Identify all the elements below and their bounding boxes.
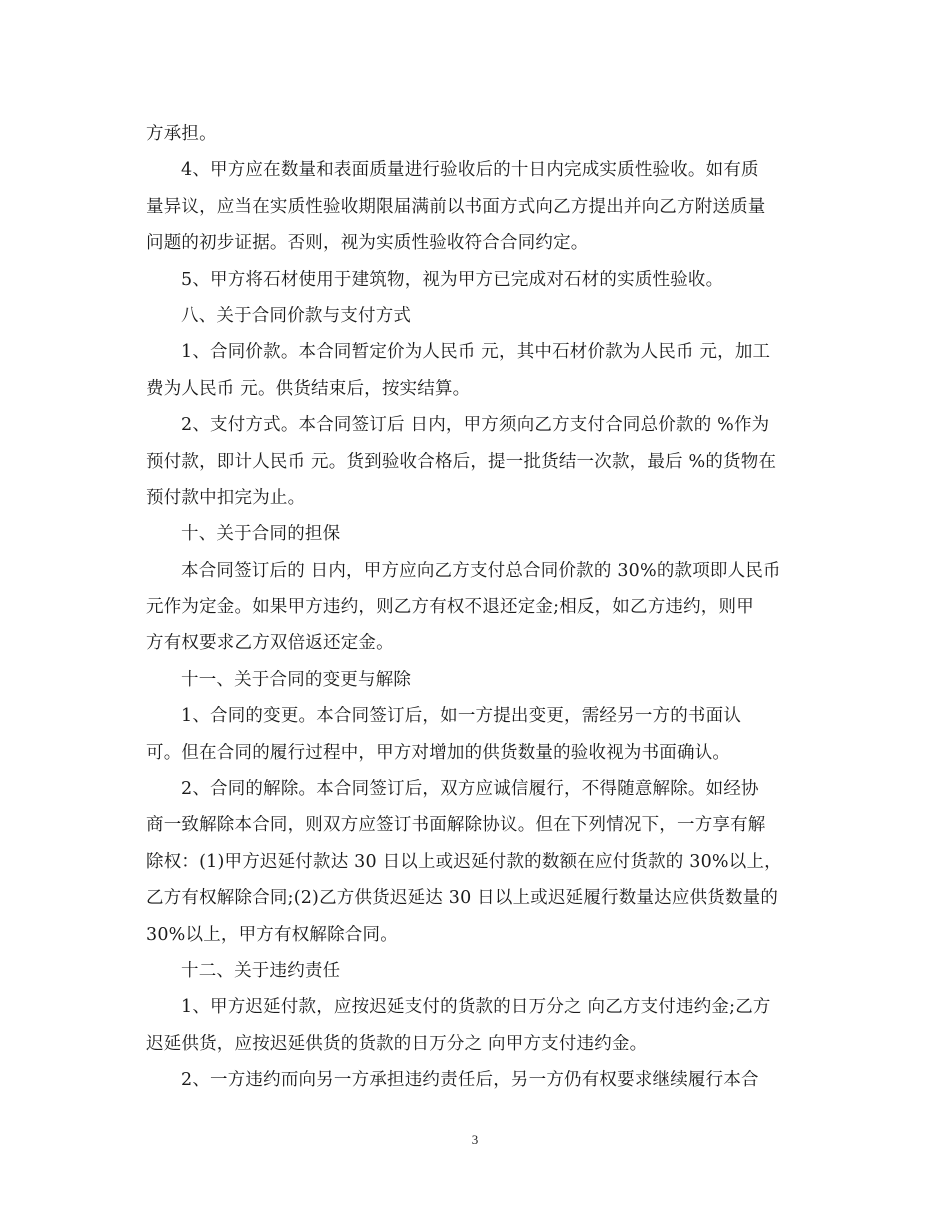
text-line: 4、甲方应在数量和表面质量进行验收后的十日内完成实质性验收。如有质 (181, 160, 759, 181)
text-line: 可。但在合同的履行过程中，甲方对增加的供货数量的验收视为书面确认。 (146, 742, 731, 763)
text-line: 量异议，应当在实质性验收期限届满前以书面方式向乙方提出并向乙方附送质量 (146, 196, 766, 217)
text-line: 1、合同价款。本合同暂定价为人民币 元，其中石材价款为人民币 元，加工 (181, 342, 771, 363)
text-line: 迟延供货，应按迟延供货的货款的日万分之 向甲方支付违约金。 (146, 1033, 648, 1054)
text-line: 十、关于合同的担保 (181, 524, 341, 545)
text-line: 预付款中扣完为止。 (146, 487, 306, 508)
text-line: 问题的初步证据。否则，视为实质性验收符合合同约定。 (146, 233, 589, 254)
page-number: 3 (471, 1132, 479, 1147)
text-line: 本合同签订后的 日内，甲方应向乙方支付总合同价款的 30%的款项即人民币 (181, 560, 781, 581)
text-line: 1、甲方迟延付款，应按迟延支付的货款的日万分之 向乙方支付违约金;乙方 (181, 997, 771, 1018)
text-line: 商一致解除本合同，则双方应签订书面解除协议。但在下列情况下，一方享有解 (146, 815, 766, 836)
document-body (146, 116, 811, 1099)
text-line: 2、支付方式。本合同签订后 日内，甲方须向乙方支付合同总价款的 %作为 (181, 415, 770, 436)
text-line: 十二、关于违约责任 (181, 960, 341, 981)
text-line: 除权：(1)甲方迟延付款达 30 日以上或迟延付款的数额在应付货款的 30%以上， (146, 851, 782, 872)
text-line: 30%以上，甲方有权解除合同。 (146, 924, 398, 945)
text-line: 2、合同的解除。本合同签订后，双方应诚信履行，不得随意解除。如经协 (181, 779, 759, 800)
text-line: 2、一方违约而向另一方承担违约责任后，另一方仍有权要求继续履行本合 (181, 1070, 759, 1091)
text-line: 元作为定金。如果甲方违约，则乙方有权不退还定金;相反，如乙方违约，则甲 (146, 597, 754, 618)
text-line: 乙方有权解除合同;(2)乙方供货迟延达 30 日以上或迟延履行数量达应供货数量的 (146, 888, 779, 909)
text-line: 方承担。 (146, 124, 217, 144)
text-line: 十一、关于合同的变更与解除 (181, 669, 412, 690)
text-line: 5、甲方将石材使用于建筑物，视为甲方已完成对石材的实质性验收。 (181, 269, 724, 290)
text-line: 八、关于合同价款与支付方式 (181, 305, 412, 326)
text-line: 1、合同的变更。本合同签订后，如一方提出变更，需经另一方的书面认 (181, 706, 742, 727)
text-line: 费为人民币 元。供货结束后，按实结算。 (146, 378, 471, 399)
text-line: 方有权要求乙方双倍返还定金。 (146, 633, 394, 654)
text-line: 预付款，即计人民币 元。货到验收合格后，提一批货结一次款，最后 %的货物在 (146, 451, 777, 472)
